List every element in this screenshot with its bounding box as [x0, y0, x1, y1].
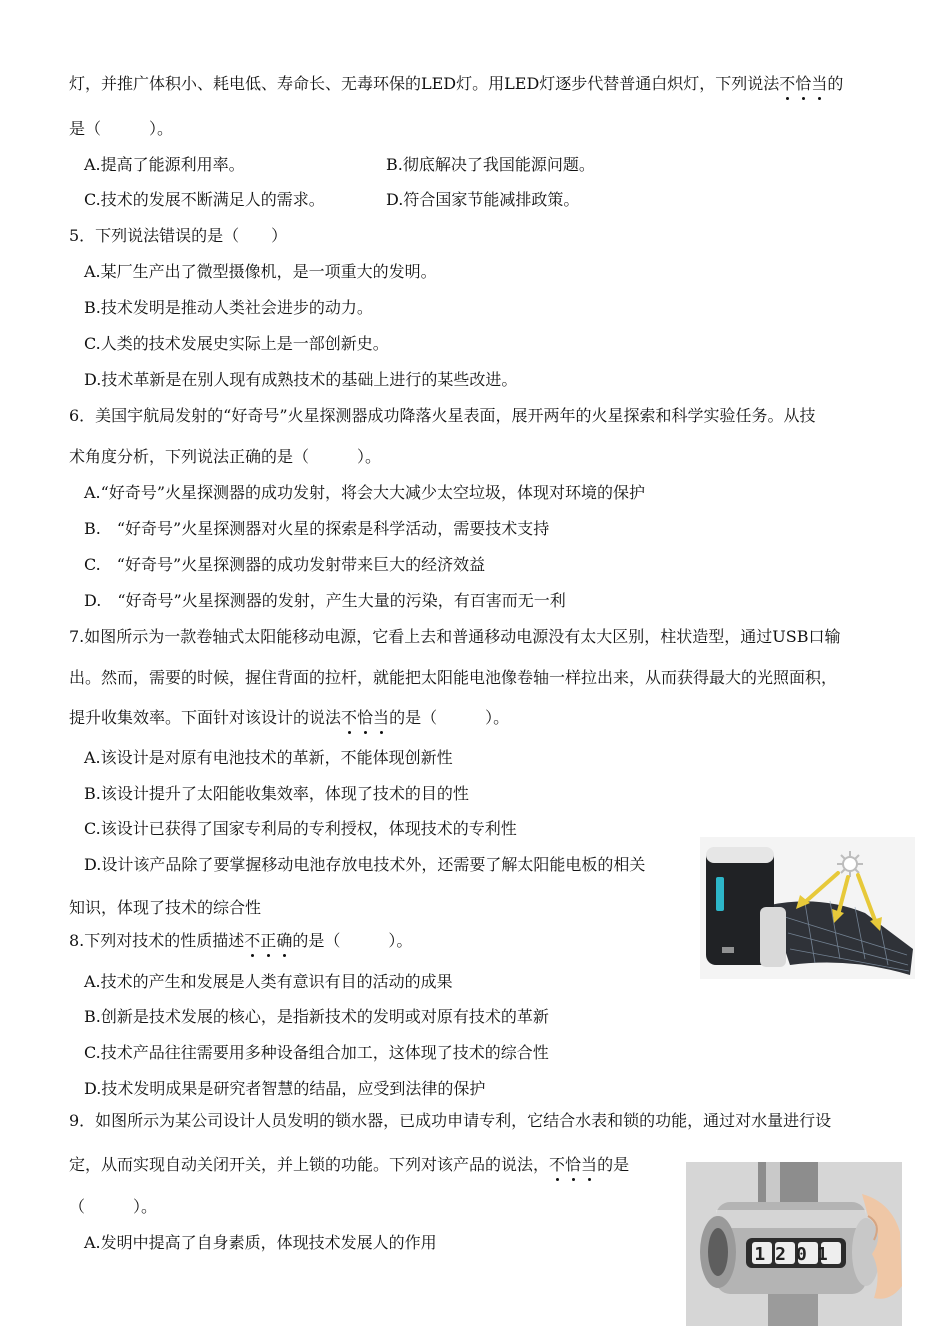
emphasis-char: 正	[260, 931, 277, 950]
emphasis-char: 当	[811, 74, 828, 93]
q7-option-a: A.该设计是对原有电池技术的革新，不能体现创新性	[84, 748, 453, 767]
q8-option-b: B.创新是技术发展的核心，是指新技术的发明或对原有技术的革新	[84, 1007, 549, 1026]
q4-stem-line-2: 是（ ）。	[69, 119, 174, 138]
q6-stem-line-2: 术角度分析，下列说法正确的是（ ）。	[69, 447, 382, 466]
q5-option-d: D.技术革新是在别人现有成熟技术的基础上进行的某些改进。	[84, 370, 518, 389]
q7-stem-line-3: 提升收集效率。下面针对该设计的说法不恰当的是（ ）。	[69, 708, 510, 727]
emphasis-char: 恰	[565, 1155, 582, 1174]
q6-stem-line-1: 6．美国宇航局发射的“好奇号”火星探测器成功降落火星表面，展开两年的火星探索和科学实验任务。从技	[69, 406, 816, 425]
q4-option-d: D.符合国家节能减排政策。	[386, 190, 580, 209]
q7-option-d-line-1: D.设计该产品除了要掌握移动电池存放电技术外，还需要了解太阳能电板的相关	[84, 855, 646, 874]
solar-power-bank-image	[700, 837, 915, 979]
q8-option-a: A.技术的产生和发展是人类有意识有目的活动的成果	[84, 972, 453, 991]
q5-option-b: B.技术发明是推动人类社会进步的动力。	[84, 298, 373, 317]
q7-option-d-line-2: 知识，体现了技术的综合性	[69, 898, 262, 917]
q7-stem-line-2: 出。然而，需要的时候，握住背面的拉杆，就能把太阳能电池像卷轴一样拉出来，从而获得最大的光照面积，	[69, 668, 838, 687]
q7-option-b: B.该设计提升了太阳能收集效率，体现了技术的目的性	[84, 784, 469, 803]
q4-stem-line-1: 灯，并推广体积小、耗电低、寿命长、无毒环保的LED灯。用LED灯逐步代替普通白炽灯，下列说法不恰当的	[69, 74, 844, 93]
q6-option-d: D. “好奇号”火星探测器的发射，产生大量的污染，有百害而无一利	[84, 591, 566, 610]
q5-option-a: A.某厂生产出了微型摄像机，是一项重大的发明。	[84, 262, 437, 281]
q9-option-a: A.发明中提高了自身素质，体现技术发展人的作用	[84, 1233, 437, 1252]
q8-option-c: C.技术产品往往需要用多种设备组合加工，这体现了技术的综合性	[84, 1043, 549, 1062]
emphasis-char: 恰	[795, 74, 812, 93]
emphasis-char: 当	[581, 1155, 598, 1174]
q9-stem-line-1: 9．如图所示为某公司设计人员发明的锁水器，已成功申请专利，它结合水表和锁的功能，通过对水量进行设	[69, 1111, 832, 1130]
emphasis-char: 恰	[357, 708, 374, 727]
emphasis-char: 不	[341, 708, 358, 727]
q6-option-c: C. “好奇号”火星探测器的成功发射带来巨大的经济效益	[84, 555, 486, 574]
water-lock-image	[686, 1162, 902, 1326]
emphasis-char: 当	[373, 708, 390, 727]
q4-option-a: A.提高了能源利用率。	[84, 155, 245, 174]
q5-stem: 5．下列说法错误的是（ ）	[69, 226, 288, 245]
emphasis-char: 确	[276, 931, 293, 950]
q9-stem-line-3: （ ）。	[69, 1197, 158, 1216]
q7-option-c: C.该设计已获得了国家专利局的专利授权，体现技术的专利性	[84, 819, 517, 838]
lock-digits-text: 1201	[754, 1244, 838, 1265]
q6-option-a: A.“好奇号”火星探测器的成功发射，将会大大减少太空垃圾，体现对环境的保护	[84, 483, 646, 502]
q8-option-d: D.技术发明成果是研究者智慧的结晶，应受到法律的保护	[84, 1079, 486, 1098]
q6-option-b: B. “好奇号”火星探测器对火星的探索是科学活动，需要技术支持	[84, 519, 550, 538]
q9-stem-line-2: 定，从而实现自动关闭开关，并上锁的功能。下列对该产品的说法，不恰当的是	[69, 1155, 630, 1174]
q7-stem-line-1: 7.如图所示为一款卷轴式太阳能移动电源，它看上去和普通移动电源没有太大区别，柱状造型，通过USB口输	[69, 627, 841, 646]
q8-stem: 8.下列对技术的性质描述不正确的是（ ）。	[69, 931, 413, 950]
emphasis-char: 不	[244, 931, 261, 950]
emphasis-char: 不	[779, 74, 796, 93]
emphasis-char: 不	[549, 1155, 566, 1174]
q5-option-c: C.人类的技术发展史实际上是一部创新史。	[84, 334, 389, 353]
q4-option-b: B.彻底解决了我国能源问题。	[386, 155, 595, 174]
q4-option-c: C.技术的发展不断满足人的需求。	[84, 190, 325, 209]
